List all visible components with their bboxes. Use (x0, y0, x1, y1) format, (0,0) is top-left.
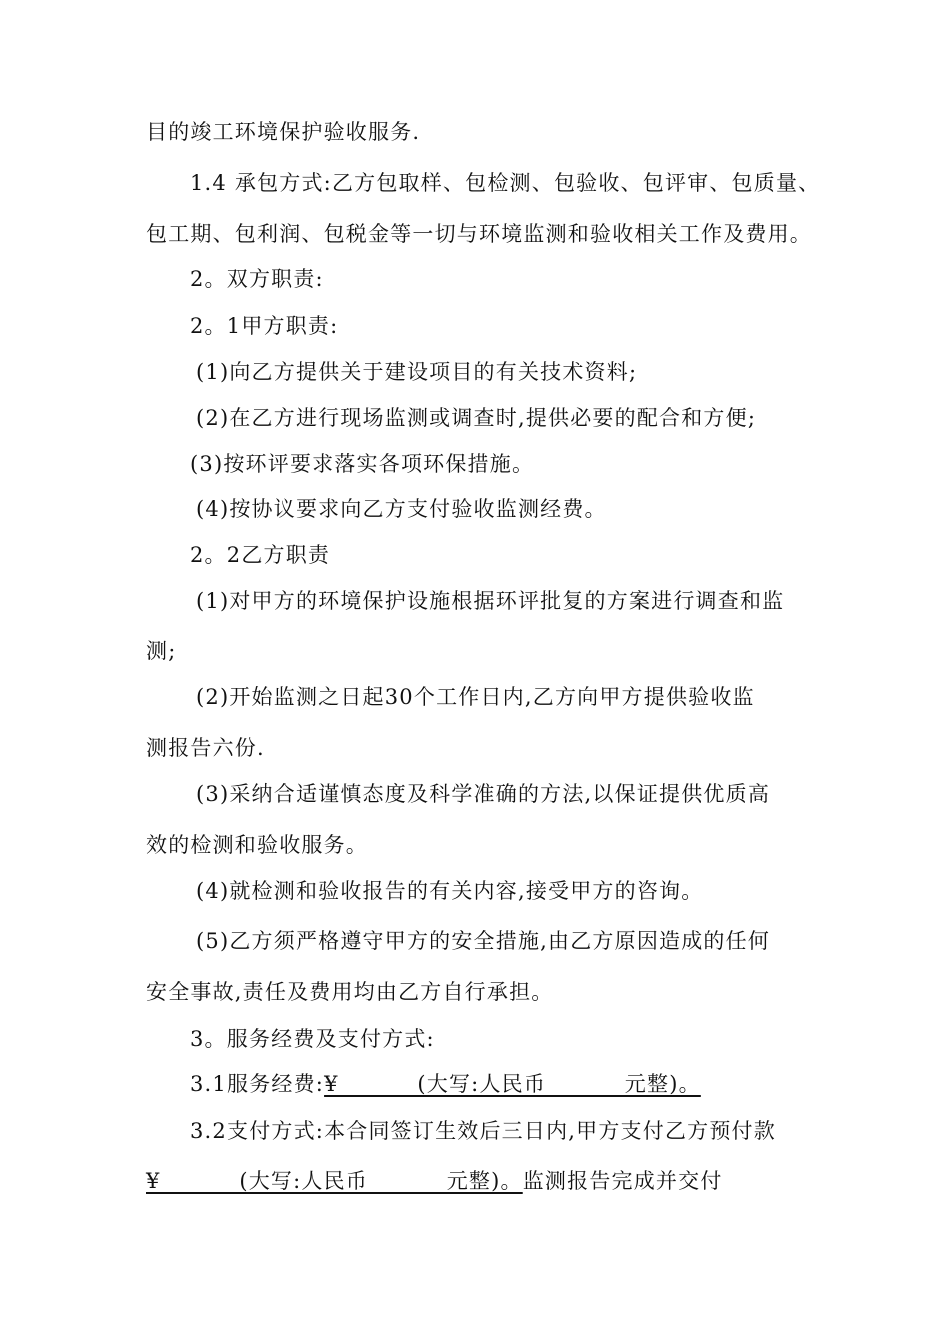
section-heading: 2。双方职责: (190, 267, 324, 291)
paragraph-line: 包工期、包利润、包税金等一切与环境监测和验收相关工作及费用。 (146, 222, 812, 246)
fee-label: 3.1服务经费: (190, 1072, 325, 1096)
list-item: (2)开始监测之日起30个工作日内,乙方向甲方提供验收监 (196, 685, 755, 709)
paragraph-line: 3.2支付方式:本合同签订生效后三日内,甲方支付乙方预付款 (190, 1119, 776, 1143)
payment-suffix: 监测报告完成并交付 (522, 1169, 723, 1193)
paragraph-line: 效的检测和验收服务。 (146, 833, 368, 857)
fee-line (190, 1069, 701, 1099)
list-item: (4)就检测和验收报告的有关内容,接受甲方的咨询。 (196, 879, 704, 903)
list-item: (3)按环评要求落实各项环保措施。 (190, 452, 535, 476)
paragraph-line: 目的竣工环境保护验收服务. (146, 120, 421, 144)
list-item: (5)乙方须严格遵守甲方的安全措施,由乙方原因造成的任何 (196, 929, 771, 953)
list-item: (4)按协议要求向乙方支付验收监测经费。 (196, 497, 607, 521)
subsection-heading: 2。1甲方职责: (190, 314, 339, 338)
paragraph-line: 安全事故,责任及费用均由乙方自行承担。 (146, 980, 554, 1004)
payment-amount-blank: ¥ (大写:人民币 元整)。 (146, 1169, 523, 1193)
fee-amount-blank: ¥ (大写:人民币 元整)。 (324, 1072, 701, 1096)
subsection-heading: 2。2乙方职责 (190, 543, 331, 567)
paragraph-line: 测报告六份. (146, 736, 265, 760)
list-item: (1)向乙方提供关于建设项目的有关技术资料; (196, 360, 638, 384)
list-item: (2)在乙方进行现场监测或调查时,提供必要的配合和方便; (196, 406, 757, 430)
list-item: (1)对甲方的环境保护设施根据环评批复的方案进行调查和监 (196, 589, 785, 613)
section-heading: 3。服务经费及支付方式: (190, 1027, 435, 1051)
paragraph-line: 测; (146, 639, 177, 663)
list-item: (3)采纳合适谨慎态度及科学准确的方法,以保证提供优质高 (196, 782, 771, 806)
paragraph-line: 1.4 承包方式:乙方包取样、包检测、包验收、包评审、包质量、 (190, 171, 821, 195)
payment-line (146, 1166, 723, 1196)
